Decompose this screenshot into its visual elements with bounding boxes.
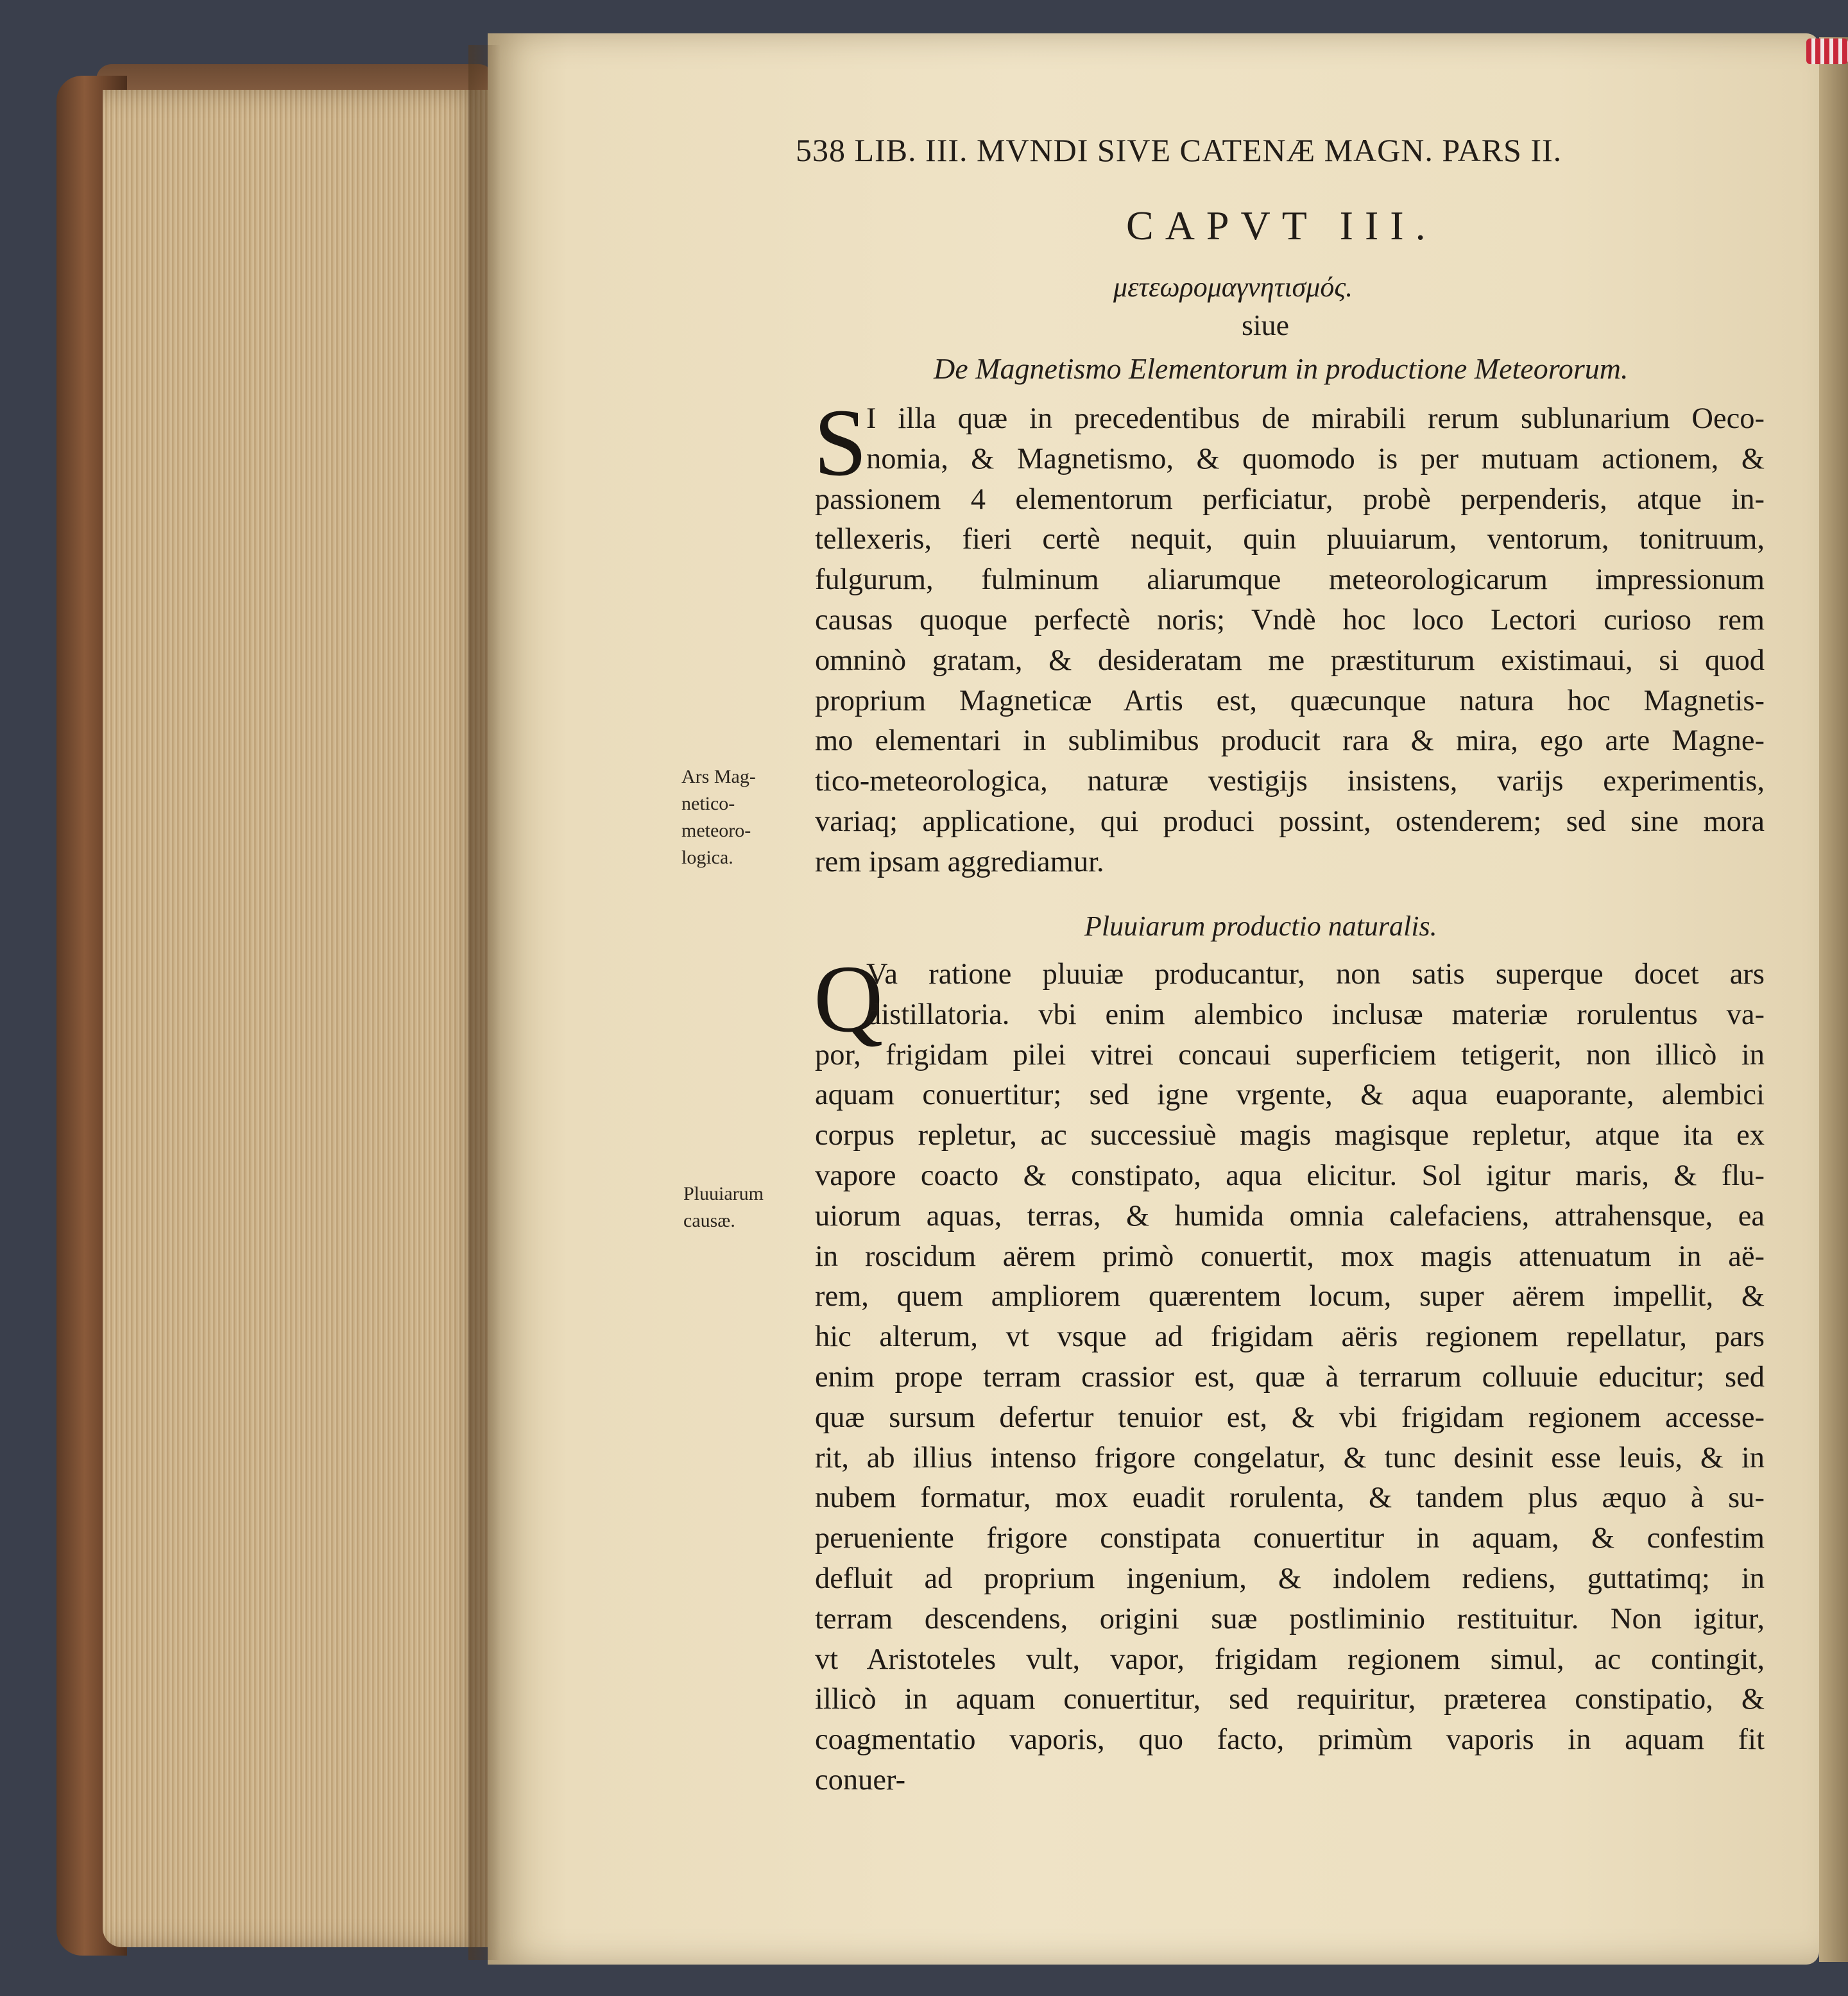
paragraph-1: [814, 389, 1765, 883]
text-line: nomia, & Magnetismo, & quomodo is per mutuam actionem, &: [866, 442, 1765, 475]
text-line: fulgurum, fulminum aliarumque meteorologicarum impressionum: [815, 563, 1765, 597]
text-line: quæ sursum defertur tenuior est, & vbi frigidam regionem accesse-: [815, 1401, 1765, 1434]
text-line: terram descendens, origini suæ postliminio restituitur. Non igitur,: [815, 1602, 1765, 1635]
text-line: causas quoque perfectè noris; Vndè hoc loco Lectori curioso rem: [815, 603, 1765, 636]
text-line: tellexeris, fieri certè nequit, quin pluuiarum, ventorum, tonitruum,: [815, 523, 1765, 556]
text-line: proprium Magneticæ Artis est, quæcunque natura hoc Magnetis-: [815, 684, 1765, 717]
catchword: conuer-: [815, 1763, 906, 1796]
text-line: tico-meteorologica, naturæ vestigijs insistens, varijs experimentis,: [815, 765, 1765, 798]
gutter-shadow: [468, 45, 501, 1960]
margin-note-line: causæ.: [683, 1210, 735, 1231]
margin-note-line: Pluuiarum: [683, 1183, 764, 1204]
text-line: Va ratione pluuiæ producantur, non satis superque docet ars: [866, 958, 1765, 991]
text-line: corpus repletur, ac successiuè magis magisque repletur, atque ita ex: [815, 1119, 1765, 1152]
greek-title: μετεωρομαγνητισμός.: [1113, 271, 1353, 303]
paragraph-2: [814, 946, 1765, 1801]
text-line: coagmentatio vaporis, quo facto, primùm vaporis in aquam fit: [815, 1723, 1765, 1757]
margin-note-ars-magnetico: [681, 763, 756, 871]
margin-note-pluuiarum: [683, 1181, 764, 1234]
section-heading: Pluuiarum productio naturalis.: [1084, 910, 1437, 942]
running-head: 538 LIB. III. MVNDI SIVE CATENÆ MAGN. PARS II.: [796, 132, 1562, 168]
text-line: rem ipsam aggrediamur.: [815, 845, 1104, 878]
text-line: passionem 4 elementorum perficiatur, probè perpenderis, atque in-: [815, 482, 1765, 516]
bookmark-ribbon: [1806, 38, 1848, 64]
chapter-subtitle: De Magnetismo Elementorum in productione Meteororum.: [934, 352, 1629, 385]
chapter-title: CAPVT III.: [1126, 203, 1437, 248]
facing-page-edge: [1819, 37, 1848, 1962]
text-line: omninò gratam, & desideratam me præstiturum existimaui, si quod: [815, 644, 1765, 677]
text-line: distillatoria. vbi enim alembico inclusæ materiæ rorulentus va-: [866, 998, 1765, 1031]
text-line: por, frigidam pilei vitrei concaui superficiem tetigerit, non illicò in: [815, 1038, 1765, 1071]
text-line: vt Aristoteles vult, vapor, frigidam regionem simul, ac contingit,: [815, 1642, 1765, 1676]
text-line: I illa quæ in precedentibus de mirabili rerum sublunarium Oeco-: [866, 402, 1765, 435]
text-line: nubem formatur, mox euadit rorulenta, & tandem plus æquo à su-: [815, 1481, 1765, 1515]
margin-note-line: meteoro-: [681, 820, 751, 841]
text-line: in roscidum aërem primò conuertit, mox magis attenuatum in aë-: [815, 1240, 1765, 1273]
text-line: hic alterum, vt vsque ad frigidam aëris regionem repellatur, pars: [815, 1320, 1765, 1354]
text-line: aquam conuertitur; sed igne vrgente, & aqua euaporante, alembici: [815, 1079, 1765, 1112]
text-line: mo elementari in sublimibus producit rara & mira, ego arte Magne-: [815, 724, 1765, 758]
text-line: uiorum aquas, terras, & humida omnia calefaciens, attrahensque, ea: [815, 1199, 1765, 1233]
margin-note-line: netico-: [681, 793, 735, 814]
page-edges: [103, 90, 488, 1947]
text-line: illicò in aquam conuertitur, sed requiritur, præterea constipatio, &: [815, 1683, 1765, 1716]
text-line: rem, quem ampliorem quærentem locum, super aërem impellit, &: [815, 1280, 1765, 1313]
text-line: rit, ab illius intenso frigore congelatur, & tunc desinit esse leuis, & in: [815, 1441, 1765, 1474]
text-line: enim prope terram crassior est, quæ à terrarum colluuie educitur; sed: [815, 1360, 1765, 1394]
margin-note-line: logica.: [681, 847, 733, 868]
text-line: vapore coacto & constipato, aqua elicitur. Sol igitur maris, & flu-: [815, 1159, 1765, 1192]
text-line: perueniente frigore constipata conuertitur in aquam, & confestim: [815, 1522, 1765, 1555]
text-line: variaq; applicatione, qui produci possint, ostenderem; sed sine mora: [815, 805, 1765, 838]
drop-cap-s: S: [814, 389, 868, 496]
margin-note-line: Ars Mag-: [681, 766, 756, 787]
text-line: defluit ad proprium ingenium, & indolem rediens, guttatimq; in: [815, 1562, 1765, 1595]
title-conjunction: siue: [1242, 309, 1290, 341]
drop-cap-q: Q: [814, 946, 884, 1052]
